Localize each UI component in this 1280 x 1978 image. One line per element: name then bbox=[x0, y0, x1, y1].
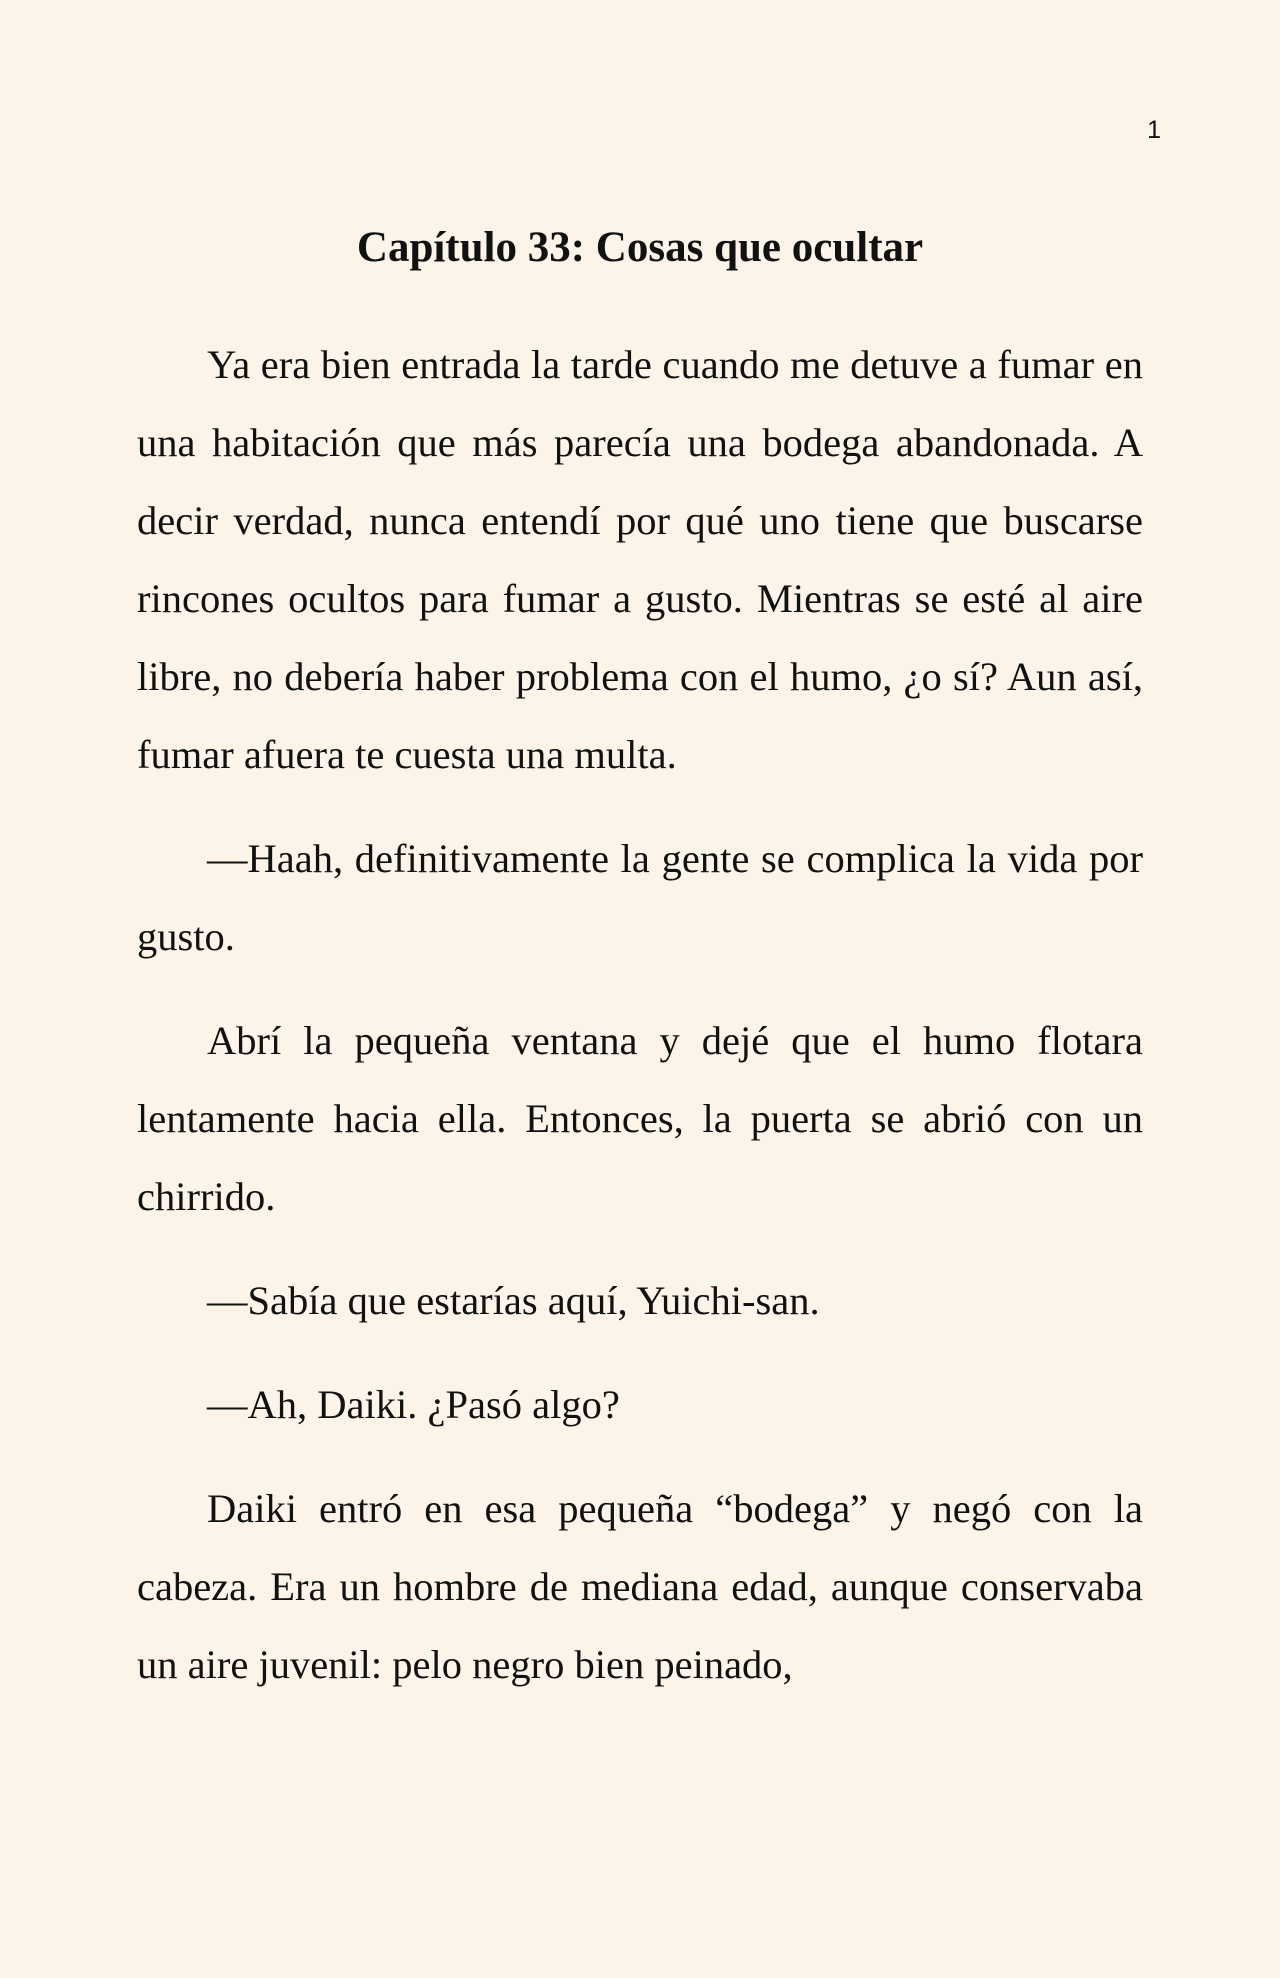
paragraph: Daiki entró en esa pequeña “bodega” y negó con la cabeza. Era un hombre de mediana edad, aunque conservaba un aire juvenil: pelo negro bien peinado, bbox=[137, 1486, 1143, 1687]
paragraph: Ya era bien entrada la tarde cuando me detuve a fumar en una habitación que más parecía una bodega abandonada. A decir verdad, nunca entendí por qué uno tiene que buscarse rincones ocultos para fumar a gusto. Mientras se esté al aire libre, no debería haber problema con el humo, ¿o sí? Aun así, fumar afuera te cuesta una multa. bbox=[137, 342, 1143, 777]
page-number: 1 bbox=[1147, 116, 1161, 144]
paragraph: —Haah, definitivamente la gente se complica la vida por gusto. bbox=[137, 836, 1143, 959]
paragraph: Abrí la pequeña ventana y dejé que el humo flotara lentamente hacia ella. Entonces, la puerta se abrió con un chirrido. bbox=[137, 1018, 1143, 1219]
paragraph: —Ah, Daiki. ¿Pasó algo? bbox=[207, 1382, 620, 1427]
body-text bbox=[137, 326, 1143, 1730]
paragraph: —Sabía que estarías aquí, Yuichi-san. bbox=[207, 1278, 820, 1323]
chapter-title: Capítulo 33: Cosas que ocultar bbox=[356, 224, 924, 271]
